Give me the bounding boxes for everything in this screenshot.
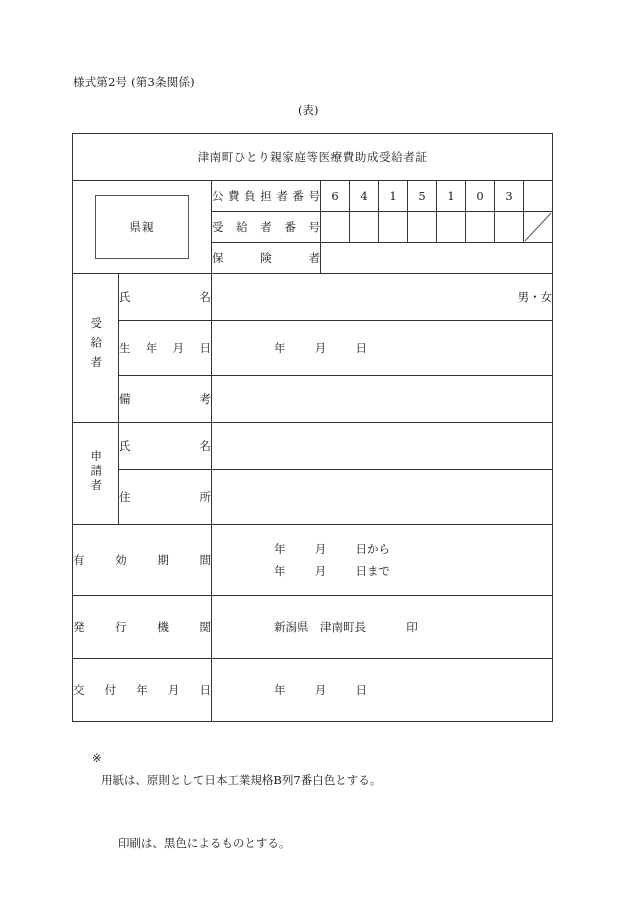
public-payer-digit-4[interactable]: 5	[408, 181, 437, 212]
issue-date-value[interactable]: 年 月 日	[212, 659, 553, 722]
applicant-name-value[interactable]	[212, 423, 553, 470]
applicant-name-label: 氏 名	[119, 423, 212, 470]
recipient-number-label: 受 給 者 番 号	[212, 212, 321, 243]
recipient-birthdate-value[interactable]: 年 月 日	[212, 321, 553, 376]
footnote-line-2	[70, 812, 381, 876]
table-row-recipient-remarks	[73, 376, 553, 423]
validity-from-line: 年 月 日から	[274, 541, 390, 556]
side-indicator-label: (表)	[298, 103, 319, 117]
public-payer-digit-3[interactable]: 1	[379, 181, 408, 212]
recipient-remarks-label: 備 考	[119, 376, 212, 423]
footnotes	[70, 727, 381, 876]
applicant-group-label: 申請者	[73, 423, 119, 525]
recipient-name-label: 氏 名	[119, 274, 212, 321]
insurer-value[interactable]	[321, 243, 553, 274]
recipient-number-digit-6[interactable]	[466, 212, 495, 243]
table-row-recipient-birthdate	[73, 321, 553, 376]
table-row-applicant-name	[73, 423, 553, 470]
public-payer-number-label: 公 費 負 担 者 番 号	[212, 181, 321, 212]
diagonal-strike-icon	[524, 212, 552, 242]
public-payer-digit-1[interactable]: 6	[321, 181, 350, 212]
applicant-address-value[interactable]	[212, 470, 553, 525]
issue-date-label: 交 付 年 月 日	[73, 659, 212, 722]
table-row-validity-period	[73, 525, 553, 596]
validity-to-line: 年 月 日まで	[274, 564, 390, 578]
certificate-title: 津南町ひとり親家庭等医療費助成受給者証	[73, 134, 553, 181]
public-payer-digit-7[interactable]: 3	[495, 181, 524, 212]
public-payer-digit-5[interactable]: 1	[437, 181, 466, 212]
recipient-number-digit-2[interactable]	[350, 212, 379, 243]
recipient-gender-options[interactable]: 男・女	[212, 274, 553, 321]
recipient-remarks-value[interactable]	[212, 376, 553, 423]
recipient-number-digit-3[interactable]	[379, 212, 408, 243]
footnote-text-1: 用紙は、原則として日本工業規格B列7番白色とする。	[100, 772, 382, 787]
issuer-label: 発 行 機 関	[73, 596, 212, 659]
table-row-issue-date	[73, 659, 553, 722]
recipient-number-digit-7[interactable]	[495, 212, 524, 243]
form-number-label: 様式第2号 (第3条関係)	[73, 75, 195, 89]
footnote-marker: ※	[91, 751, 102, 766]
validity-period-value[interactable]	[212, 525, 553, 596]
issuer-value: 新潟県 津南町長 印	[212, 596, 553, 659]
recipient-group-label: 受給者	[73, 274, 119, 423]
public-payer-digit-6[interactable]: 0	[466, 181, 495, 212]
recipient-number-digit-4[interactable]	[408, 212, 437, 243]
stamp-box-cell	[73, 181, 212, 274]
public-payer-digit-2[interactable]: 4	[350, 181, 379, 212]
recipient-number-digit-5[interactable]	[437, 212, 466, 243]
table-row-applicant-address	[73, 470, 553, 525]
recipient-number-digit-8-struck	[524, 212, 553, 243]
validity-period-label: 有 効 期 間	[73, 525, 212, 596]
stamp-box-label: 県親	[95, 195, 189, 259]
recipient-birthdate-label: 生 年 月 日	[119, 321, 212, 376]
table-row-recipient-name	[73, 274, 553, 321]
applicant-address-label: 住 所	[119, 470, 212, 525]
recipient-number-digit-1[interactable]	[321, 212, 350, 243]
table-row-title	[73, 134, 553, 181]
footnote-text-2: 印刷は、黒色によるものとする。	[117, 836, 291, 851]
insurer-label: 保 険 者	[212, 243, 321, 274]
table-row-issuer	[73, 596, 553, 659]
certificate-table	[72, 133, 553, 722]
public-payer-digit-8[interactable]	[524, 181, 553, 212]
table-row-public-payer-number	[73, 181, 553, 212]
footnote-line-1	[70, 727, 381, 812]
